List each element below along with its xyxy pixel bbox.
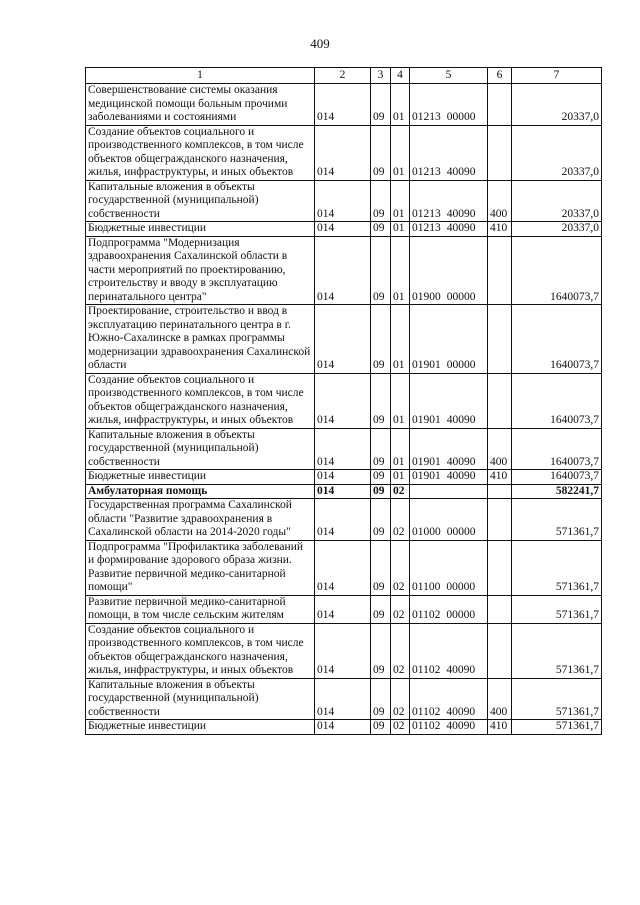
code-cell: 02 <box>391 720 410 735</box>
code-cell: 014 <box>315 305 371 374</box>
code-cell: 410 <box>488 470 512 485</box>
article-code-part: 01901 <box>412 455 441 468</box>
code-cell: 014 <box>315 470 371 485</box>
amount-cell: 571361,7 <box>512 540 602 595</box>
code-cell: 09 <box>371 84 391 126</box>
code-cell: 400 <box>488 180 512 222</box>
code-cell: 09 <box>371 428 391 470</box>
code-cell: 01 <box>391 470 410 485</box>
code-cell: 01 <box>391 428 410 470</box>
article-cell <box>410 180 488 222</box>
code-cell: 014 <box>315 84 371 126</box>
header-cell: 6 <box>488 68 512 84</box>
row-name: Амбулаторная помощь <box>86 484 315 499</box>
article-code-part: 40090 <box>446 455 476 468</box>
row-name: Бюджетные инвестиции <box>86 222 315 237</box>
article-code-part: 01213 <box>412 111 441 123</box>
table-row <box>86 222 602 237</box>
article-cell <box>410 84 488 126</box>
row-name: Подпрограмма "Профилактика заболеваний и формирование здорового образа жизни. Развитие первичной медико-санитарной помощи" <box>86 540 315 595</box>
article-code-part: 40090 <box>446 207 476 220</box>
row-name: Подпрограмма "Модернизация здравоохранения Сахалинской области в части мероприятий по проектированию, строительству и вводу в эксплуатацию перинатального центра" <box>86 236 315 305</box>
code-cell: 400 <box>488 678 512 720</box>
article-cell <box>410 236 488 305</box>
row-name: Бюджетные инвестиции <box>86 470 315 485</box>
article-cell <box>410 428 488 470</box>
header-cell: 3 <box>371 68 391 84</box>
header-cell: 7 <box>512 68 602 84</box>
code-cell: 400 <box>488 428 512 470</box>
article-cell <box>410 470 488 485</box>
code-cell: 09 <box>371 373 391 428</box>
code-cell <box>488 540 512 595</box>
table-row <box>86 373 602 428</box>
article-code-part: 00000 <box>446 111 476 123</box>
code-cell <box>488 125 512 180</box>
row-name: Создание объектов социального и производственного комплексов, в том числе объектов общегражданского назначения, жилья, инфраструктуры, и иных объектов <box>86 125 315 180</box>
code-cell: 014 <box>315 540 371 595</box>
article-code-part: 01102 <box>412 664 441 676</box>
article-code-part: 01213 <box>412 222 441 234</box>
code-cell: 09 <box>371 623 391 678</box>
table-row <box>86 428 602 470</box>
code-cell: 02 <box>391 540 410 595</box>
article-code-part: 01901 <box>412 359 441 371</box>
code-cell: 09 <box>371 305 391 374</box>
article-cell <box>410 373 488 428</box>
code-cell: 01 <box>391 84 410 126</box>
article-cell <box>410 623 488 678</box>
code-cell: 014 <box>315 595 371 623</box>
table-row <box>86 125 602 180</box>
amount-cell: 20337,0 <box>512 180 602 222</box>
code-cell: 02 <box>391 484 410 499</box>
article-code-part: 40090 <box>446 720 476 732</box>
amount-cell: 1640073,7 <box>512 236 602 305</box>
row-name: Капитальные вложения в объекты государственной (муниципальной) собственности <box>86 180 315 222</box>
code-cell: 09 <box>371 499 391 541</box>
page-number: 409 <box>310 36 330 51</box>
code-cell: 01 <box>391 125 410 180</box>
table-row <box>86 720 602 735</box>
amount-cell: 1640073,7 <box>512 373 602 428</box>
article-code-part: 01901 <box>412 414 441 426</box>
article-code-part: 00000 <box>446 290 476 303</box>
code-cell: 01 <box>391 222 410 237</box>
article-code-part: 40090 <box>446 166 476 178</box>
article-code-part: 40090 <box>446 664 476 676</box>
code-cell: 014 <box>315 373 371 428</box>
row-name: Развитие первичной медико-санитарной помощи, в том числе сельским жителям <box>86 595 315 623</box>
article-cell <box>410 484 488 499</box>
article-code-part: 00000 <box>446 609 476 621</box>
row-name: Создание объектов социального и производственного комплексов, в том числе объектов общегражданского назначения, жилья, инфраструктуры, и иных объектов <box>86 623 315 678</box>
article-code-part: 01100 <box>412 581 441 593</box>
article-code-part: 01102 <box>412 705 441 718</box>
code-cell: 014 <box>315 484 371 499</box>
amount-cell: 571361,7 <box>512 499 602 541</box>
table-row <box>86 595 602 623</box>
table-row <box>86 236 602 305</box>
code-cell: 01 <box>391 373 410 428</box>
amount-cell: 571361,7 <box>512 678 602 720</box>
article-code-part: 01213 <box>412 166 441 178</box>
code-cell: 09 <box>371 484 391 499</box>
article-code-part: 01102 <box>412 720 441 732</box>
header-cell: 1 <box>86 68 315 84</box>
code-cell: 09 <box>371 470 391 485</box>
code-cell <box>488 499 512 541</box>
code-cell <box>488 84 512 126</box>
row-name: Создание объектов социального и производственного комплексов, в том числе объектов общегражданского назначения, жилья, инфраструктуры, и иных объектов <box>86 373 315 428</box>
amount-cell: 571361,7 <box>512 595 602 623</box>
article-cell <box>410 678 488 720</box>
code-cell: 014 <box>315 222 371 237</box>
code-cell: 02 <box>391 499 410 541</box>
amount-cell: 1640073,7 <box>512 428 602 470</box>
code-cell: 410 <box>488 222 512 237</box>
amount-cell: 1640073,7 <box>512 305 602 374</box>
article-cell <box>410 499 488 541</box>
code-cell: 01 <box>391 305 410 374</box>
row-name: Бюджетные инвестиции <box>86 720 315 735</box>
code-cell: 09 <box>371 236 391 305</box>
row-name: Капитальные вложения в объекты государственной (муниципальной) собственности <box>86 678 315 720</box>
article-code-part: 01213 <box>412 207 441 220</box>
amount-cell: 20337,0 <box>512 84 602 126</box>
code-cell: 09 <box>371 540 391 595</box>
budget-table <box>85 67 602 735</box>
article-cell <box>410 222 488 237</box>
code-cell: 014 <box>315 678 371 720</box>
code-cell: 02 <box>391 678 410 720</box>
article-code-part: 00000 <box>446 581 476 593</box>
code-cell <box>488 623 512 678</box>
row-name: Капитальные вложения в объекты государственной (муниципальной) собственности <box>86 428 315 470</box>
table-row <box>86 540 602 595</box>
article-code-part: 01900 <box>412 290 441 303</box>
amount-cell: 571361,7 <box>512 720 602 735</box>
code-cell: 09 <box>371 180 391 222</box>
article-code-part: 40090 <box>446 705 476 718</box>
code-cell: 02 <box>391 595 410 623</box>
article-cell <box>410 125 488 180</box>
table-row <box>86 180 602 222</box>
code-cell: 014 <box>315 236 371 305</box>
code-cell: 014 <box>315 180 371 222</box>
article-code-part: 01102 <box>412 609 441 621</box>
article-code-part: 40090 <box>446 222 476 234</box>
article-code-part: 01901 <box>412 470 441 482</box>
code-cell <box>488 373 512 428</box>
row-name: Государственная программа Сахалинской области "Развитие здравоохранения в Сахалинской области на 2014-2020 годы" <box>86 499 315 541</box>
table-row <box>86 678 602 720</box>
article-cell <box>410 540 488 595</box>
code-cell <box>488 484 512 499</box>
code-cell: 014 <box>315 720 371 735</box>
article-code-part: 01000 <box>412 526 441 538</box>
code-cell: 09 <box>371 595 391 623</box>
header-cell: 4 <box>391 68 410 84</box>
amount-cell: 1640073,7 <box>512 470 602 485</box>
amount-cell: 20337,0 <box>512 125 602 180</box>
article-cell <box>410 595 488 623</box>
code-cell: 09 <box>371 720 391 735</box>
code-cell: 09 <box>371 678 391 720</box>
article-code-part: 00000 <box>446 359 476 371</box>
code-cell: 09 <box>371 222 391 237</box>
article-code-part: 40090 <box>446 414 476 426</box>
article-cell <box>410 720 488 735</box>
code-cell <box>488 595 512 623</box>
amount-cell: 20337,0 <box>512 222 602 237</box>
amount-cell: 571361,7 <box>512 623 602 678</box>
article-code-part: 40090 <box>446 470 476 482</box>
code-cell: 014 <box>315 499 371 541</box>
code-cell <box>488 236 512 305</box>
code-cell: 09 <box>371 125 391 180</box>
code-cell: 014 <box>315 428 371 470</box>
table-row <box>86 305 602 374</box>
row-name: Совершенствование системы оказания медицинской помощи больным прочими заболеваниями и состояниями <box>86 84 315 126</box>
header-cell: 5 <box>410 68 488 84</box>
row-name: Проектирование, строительство и ввод в эксплуатацию перинатального центра в г. Южно-Сахалинске в рамках программы модернизации здравоохранения Сахалинской области <box>86 305 315 374</box>
article-cell <box>410 305 488 374</box>
header-cell: 2 <box>315 68 371 84</box>
table-row <box>86 484 602 499</box>
table-row <box>86 499 602 541</box>
header-row <box>86 68 602 84</box>
code-cell: 014 <box>315 623 371 678</box>
code-cell <box>488 305 512 374</box>
table-row <box>86 470 602 485</box>
code-cell: 02 <box>391 623 410 678</box>
code-cell: 01 <box>391 236 410 305</box>
amount-cell: 582241,7 <box>512 484 602 499</box>
article-code-part: 00000 <box>446 526 476 538</box>
code-cell: 01 <box>391 180 410 222</box>
code-cell: 410 <box>488 720 512 735</box>
table-row <box>86 623 602 678</box>
table-row <box>86 84 602 126</box>
code-cell: 014 <box>315 125 371 180</box>
